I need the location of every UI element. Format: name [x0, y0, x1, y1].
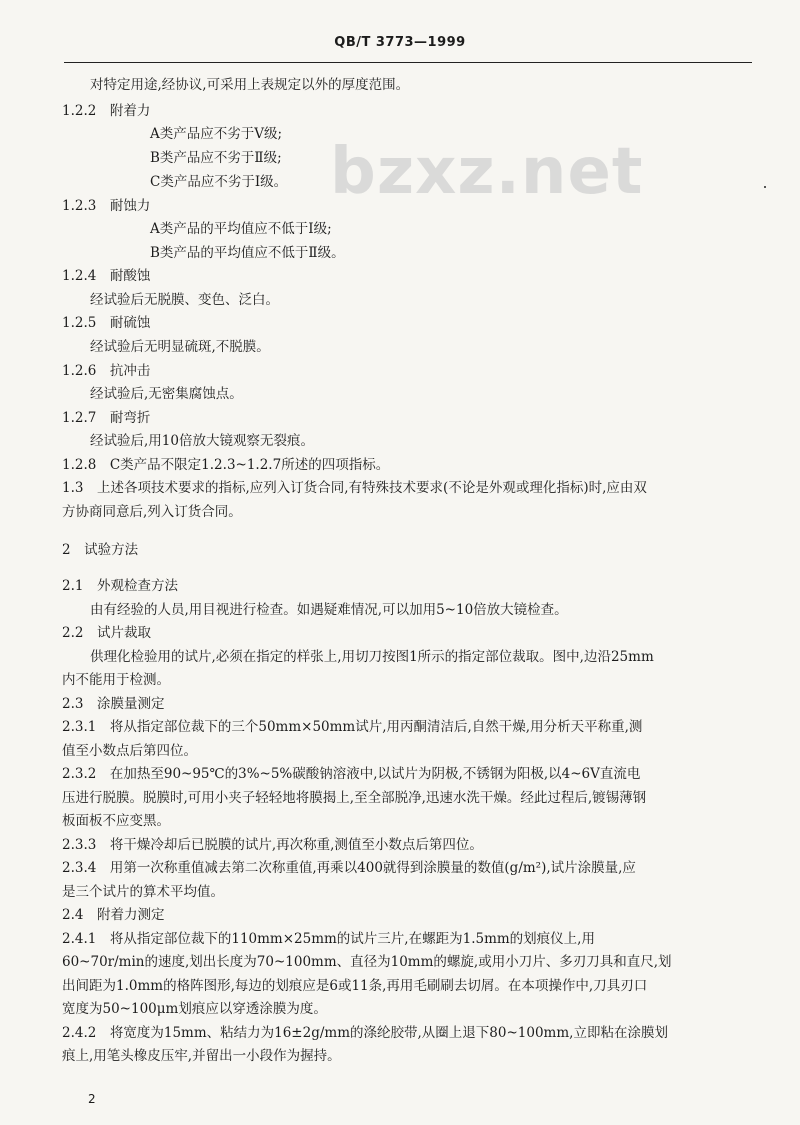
text-line: A类产品应不劣于Ⅴ级;: [150, 126, 283, 142]
text-line: 2.4.1 将从指定部位裁下的110mm×25mm的试片三片,在螺距为1.5mm的划痕仪上,用: [62, 931, 595, 947]
text-line: 1.3 上述各项技术要求的指标,应列入订货合同,有特殊技术要求(不论是外观或理化指标)时,应由双: [62, 480, 647, 496]
text-line: 经试验后,无密集腐蚀点。: [90, 386, 243, 402]
text-line: B类产品应不劣于Ⅱ级;: [150, 150, 282, 166]
text-line: 2.3.3 将干燥冷却后已脱膜的试片,再次称重,测值至小数点后第四位。: [62, 837, 483, 853]
text-line: 2.3.1 将从指定部位裁下的三个50mm×50mm试片,用丙酮清洁后,自然干燥,用分析天平称重,测: [62, 719, 643, 735]
text-line: 压进行脱膜。脱膜时,可用小夹子轻轻地将膜揭上,至全部脱净,迅速水洗干燥。经此过程后,镀锡薄钢: [62, 790, 647, 806]
text-line: 2.3.4 用第一次称重值减去第二次称重值,再乘以400就得到涂膜量的数值(g/m²),试片涂膜量,应: [62, 860, 636, 876]
text-line: 宽度为50~100μm划痕应以穿透涂膜为度。: [62, 1001, 327, 1017]
text-line: 2.4.2 将宽度为15mm、粘结力为16±2g/mm的涤纶胶带,从圈上退下80~100mm,立即粘在涂膜划: [62, 1025, 668, 1041]
text-line: 经试验后无明显硫斑,不脱膜。: [90, 339, 270, 355]
text-line: 60~70r/min的速度,划出长度为70~100mm、直径为10mm的螺旋,或用小刀片、多刃刀具和直尺,划: [62, 954, 672, 970]
text-line: 经试验后无脱膜、变色、泛白。: [90, 292, 279, 308]
document-header: QB/T 3773—1999: [334, 35, 466, 50]
text-line: 供理化检验用的试片,必须在指定的样张上,用切刀按图1所示的指定部位裁取。图中,边沿25mm: [90, 649, 654, 665]
text-line: 1.2.8 C类产品不限定1.2.3~1.2.7所述的四项指标。: [62, 457, 390, 473]
watermark-logo: bzxz.net: [330, 135, 644, 209]
section-heading: 2.1 外观检查方法: [62, 578, 178, 594]
section-heading: 1.2.7 耐弯折: [62, 410, 151, 426]
text-line: 出间距为1.0mm的格阵图形,每边的划痕应是6或11条,再用毛刷刷去切屑。在本项操作中,刀具刃口: [62, 978, 648, 994]
section-heading: 2.3 涂膜量测定: [62, 696, 165, 712]
text-line: 是三个试片的算术平均值。: [62, 884, 224, 900]
text-line: 经试验后,用10倍放大镜观察无裂痕。: [90, 433, 314, 449]
text-line: 值至小数点后第四位。: [62, 743, 197, 759]
text-line: 由有经验的人员,用目视进行检查。如遇疑难情况,可以加用5~10倍放大镜检查。: [90, 602, 568, 618]
section-heading: 2.2 试片裁取: [62, 625, 151, 641]
section-heading: 2.4 附着力测定: [62, 907, 165, 923]
section-heading: 1.2.3 耐蚀力: [62, 198, 151, 214]
text-line: 板面板不应变黑。: [62, 813, 170, 829]
text-line: C类产品应不劣于Ⅰ级。: [150, 174, 288, 190]
text-line: 痕上,用笔头橡皮压牢,并留出一小段作为握持。: [62, 1048, 341, 1064]
text-line: 方协商同意后,列入订货合同。: [62, 504, 242, 520]
text-line: 对特定用途,经协议,可采用上表规定以外的厚度范围。: [90, 77, 410, 93]
text-line: 2.3.2 在加热至90~95℃的3%~5%碳酸钠溶液中,以试片为阴极,不锈钢为阳极,以4~6V直流电: [62, 766, 641, 782]
section-heading: 1.2.4 耐酸蚀: [62, 268, 151, 284]
chapter-heading: 2 试验方法: [62, 542, 139, 558]
page-number: 2: [88, 1092, 96, 1106]
section-heading: 1.2.6 抗冲击: [62, 363, 151, 379]
text-line: B类产品的平均值应不低于Ⅱ级。: [150, 245, 345, 261]
text-line: 内不能用于检测。: [62, 672, 170, 688]
section-heading: 1.2.2 附着力: [62, 103, 151, 119]
section-heading: 1.2.5 耐硫蚀: [62, 315, 151, 331]
text-line: A类产品的平均值应不低于Ⅰ级;: [150, 221, 332, 237]
